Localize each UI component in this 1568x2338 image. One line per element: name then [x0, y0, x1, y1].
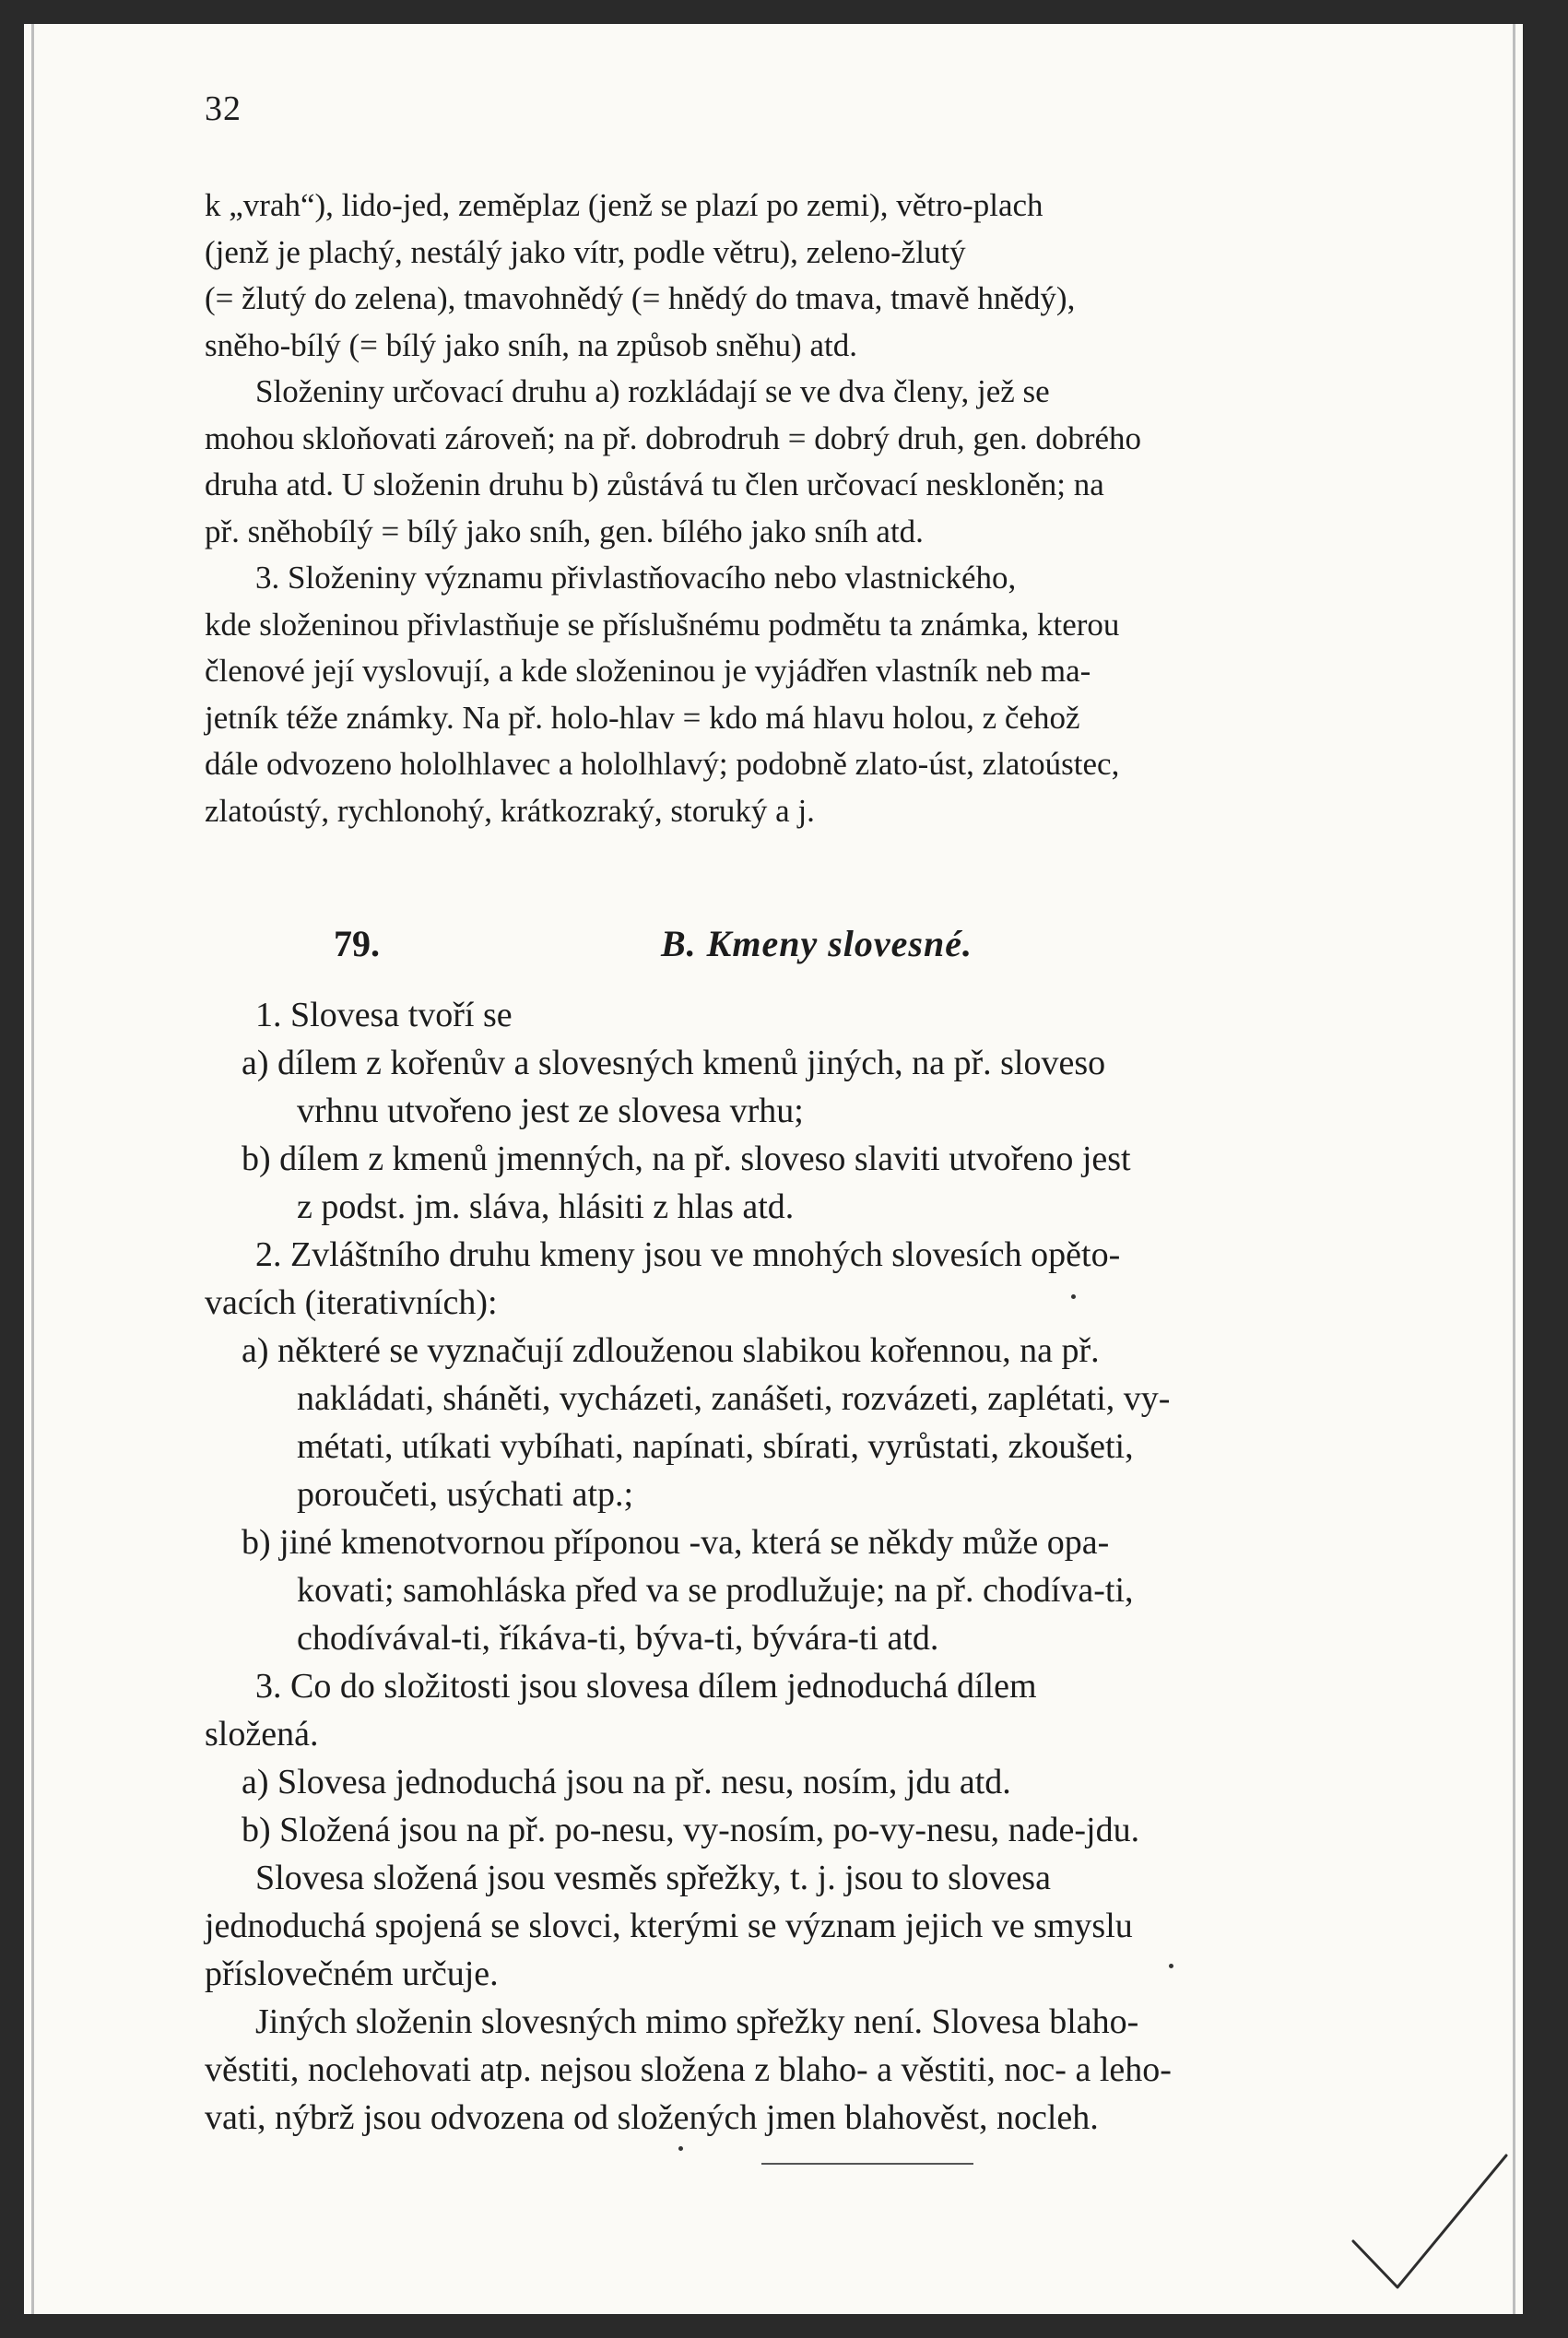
text-line: a) Slovesa jednoduchá jsou na př. nesu, nosím, jdu atd. [242, 1763, 1011, 1801]
text-line: 2. Zvláštního druhu kmeny jsou ve mnohých slovesích opěto- [255, 1235, 1121, 1274]
text-line: (jenž je plachý, nestálý jako vítr, podle větru), zeleno-žlutý [205, 233, 966, 270]
section-end-rule [761, 2163, 973, 2165]
text-line: Jiných složenin slovesných mimo spřežky není. Slovesa blaho- [255, 2002, 1139, 2041]
text-line: sněho-bílý (= bílý jako sníh, na způsob sněhu) atd. [205, 326, 857, 363]
text-line: zlatoústý, rychlonohý, krátkozraký, storuký a j. [205, 792, 815, 829]
text-line: Složeniny určovací druhu a) rozkládají se ve dva členy, jež se [255, 373, 1050, 409]
text-line: jednoduchá spojená se slovci, kterými se význam jejich ve smyslu [205, 1907, 1133, 1945]
text-line: a) dílem z kořenův a slovesných kmenů jiných, na př. sloveso [242, 1044, 1106, 1082]
text-line: vacích (iterativních): [205, 1283, 498, 1322]
text-line: poroučeti, usýchati atp.; [297, 1475, 634, 1514]
text-line: chodívával-ti, říkáva-ti, býva-ti, bývára-ti atd. [297, 1619, 939, 1658]
ink-dot [678, 2146, 683, 2151]
text-line: příslovečném určuje. [205, 1954, 499, 1993]
page-number: 32 [205, 89, 242, 128]
section-number: 79. [334, 923, 380, 964]
text-line: k „vrah“), lido-jed, zeměplaz (jenž se plazí po zemi), větro-plach [205, 187, 1043, 223]
scan-edge-left [31, 24, 34, 2314]
text-line: členové její vyslovují, a kde složeninou je vyjádřen vlastník neb ma- [205, 653, 1091, 689]
text-line: 3. Složeniny významu přivlastňovacího nebo vlastnického, [255, 560, 1017, 596]
ink-dot [1169, 1964, 1173, 1968]
text-line: b) jiné kmenotvornou příponou -va, která se někdy může opa- [242, 1523, 1110, 1562]
text-line: věstiti, noclehovati atp. nejsou složena z blaho- a věstiti, noc- a leho- [205, 2050, 1172, 2089]
text-line: métati, utíkati vybíhati, napínati, sbírati, vyrůstati, zkoušeti, [297, 1427, 1134, 1466]
text-line: nakládati, sháněti, vycházeti, zanášeti, rozvázeti, zaplétati, vy- [297, 1379, 1171, 1418]
text-line: vati, nýbrž jsou odvozena od složených jmen blahověst, nocleh. [205, 2098, 1099, 2137]
paragraph-verb-stems [205, 992, 1486, 2143]
ink-dot [1071, 1294, 1076, 1299]
text-line: z podst. jm. sláva, hlásiti z hlas atd. [297, 1187, 795, 1226]
text-line: b) Složená jsou na př. po-nesu, vy-nosím, po-vy-nesu, nade-jdu. [242, 1811, 1140, 1849]
text-line: druha atd. U složenin druhu b) zůstává tu člen určovací neskloněn; na [205, 466, 1104, 502]
section-heading [205, 918, 1486, 970]
text-line: 1. Slovesa tvoří se [255, 996, 513, 1034]
text-line: b) dílem z kmenů jmenných, na př. sloveso slaviti utvořeno jest [242, 1139, 1131, 1178]
paragraph-compounds [205, 183, 1486, 834]
text-line: mohou skloňovati zároveň; na př. dobrodruh = dobrý druh, gen. dobrého [205, 419, 1142, 456]
text-line: vrhnu utvořeno jest ze slovesa vrhu; [297, 1092, 804, 1130]
text-line: př. sněhobílý = bílý jako sníh, gen. bílého jako sníh atd. [205, 513, 924, 549]
text-line: kde složeninou přivlastňuje se příslušnému podmětu ta známka, kterou [205, 606, 1120, 643]
text-line: dále odvozeno hololhlavec a hololhlavý; podobně zlato-úst, zlatoústec, [205, 746, 1120, 782]
section-title: B. Kmeny slovesné. [661, 923, 973, 964]
text-line: kovati; samohláska před va se prodlužuje; na př. chodíva-ti, [297, 1571, 1134, 1610]
text-line: jetník téže známky. Na př. holo-hlav = kdo má hlavu holou, z čehož [205, 699, 1080, 736]
text-line: složená. [205, 1715, 319, 1754]
book-page [24, 24, 1523, 2314]
checkmark-icon [1342, 2144, 1517, 2301]
text-line: (= žlutý do zelena), tmavohnědý (= hnědý do tmava, tmavě hnědý), [205, 280, 1076, 316]
text-line: a) některé se vyznačují zdlouženou slabikou kořennou, na př. [242, 1331, 1100, 1370]
text-line: 3. Co do složitosti jsou slovesa dílem jednoduchá dílem [255, 1667, 1037, 1706]
text-line: Slovesa složená jsou vesměs spřežky, t. j. jsou to slovesa [255, 1859, 1051, 1897]
